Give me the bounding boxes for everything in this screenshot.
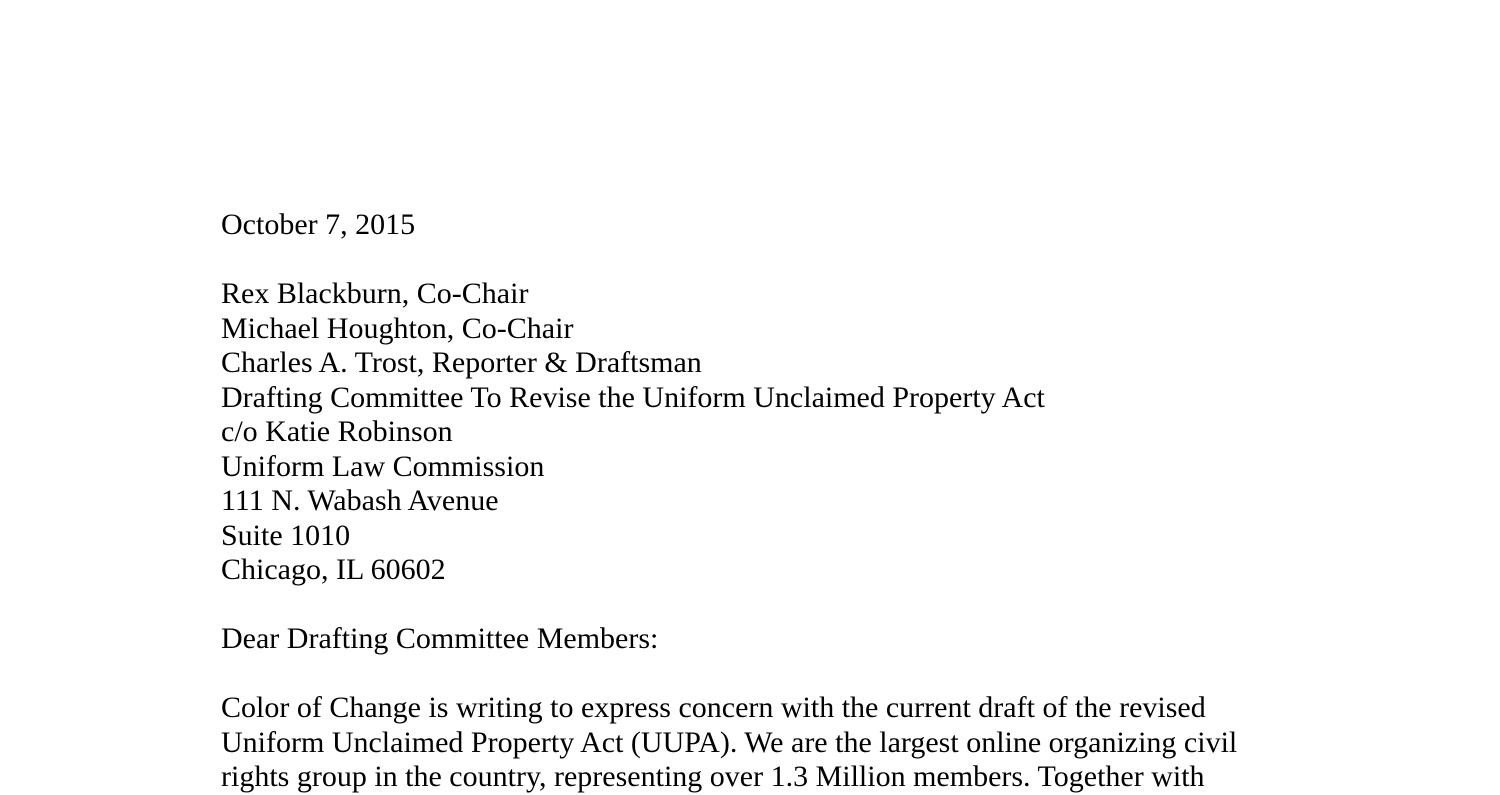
salutation-block [221, 622, 1400, 657]
recipient-line: c/o Katie Robinson [221, 415, 453, 448]
recipient-line: Drafting Committee To Revise the Uniform Unclaimed Property Act [221, 380, 1045, 414]
body-paragraph-line: rights group in the country, representing over 1.3 Million members. Together with [221, 760, 1205, 793]
recipient-line: Michael Houghton, Co-Chair [221, 311, 574, 345]
date-block [221, 208, 1400, 243]
recipient-address-block [221, 277, 1400, 588]
recipient-line: Suite 1010 [221, 518, 351, 552]
recipient-line: 111 N. Wabash Avenue [221, 484, 499, 517]
recipient-line: Chicago, IL 60602 [221, 553, 446, 586]
recipient-line: Rex Blackburn, Co-Chair [221, 277, 529, 310]
body-paragraph-line: Color of Change is writing to express concern with the current draft of the revised [221, 691, 1206, 724]
letter-date: October 7, 2015 [221, 208, 416, 241]
salutation: Dear Drafting Committee Members: [221, 622, 659, 655]
body-paragraph [221, 691, 1400, 795]
body-paragraph-line: Uniform Unclaimed Property Act (UUPA). We are the largest online organizing civil [221, 725, 1238, 759]
recipient-line: Uniform Law Commission [221, 449, 545, 483]
recipient-line: Charles A. Trost, Reporter & Draftsman [221, 346, 702, 379]
